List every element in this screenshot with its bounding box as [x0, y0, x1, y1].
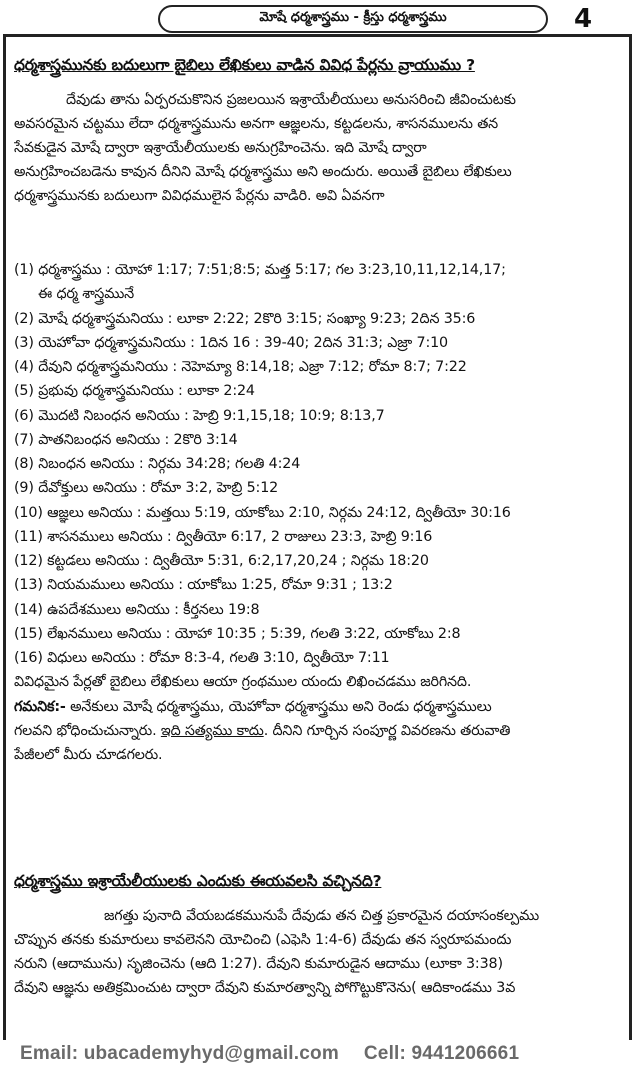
para-line: సేవకుడైన మోషే ద్వారా ఇశ్రాయేలీయులకు అనుగ్రహించెను. ఇది మోషే ద్వారా [14, 140, 427, 156]
note-line: పేజీలలో మీరు చూడగలరు. [14, 747, 163, 763]
note-line [14, 695, 619, 719]
list-item: (9) దేవోక్తులు అనియు : రోమా 3:2, హెబ్రి 5:12 [14, 480, 279, 497]
list-item: (2) మోషే ధర్మశాస్త్రమనియు : లూకా 2:22; 2కొరి 3:15; సంఖ్యా 9:23; 2దిన 35:6 [14, 310, 476, 327]
para-line: జగత్తు పునాది వేయబడకమునుపే దేవుడు తన చిత్త ప్రకారమైన దయాసంకల్పము [104, 908, 539, 924]
list-item: (12) కట్టడలు అనియు : ద్వితీయో 5:31, 6:2,17,20,24 ; నిర్గమ 18:20 [14, 553, 429, 569]
section-heading-names: ధర్మశాస్త్రమునకు బదులుగా బైబిలు లేఖికులు వాడిన వివిధ పేర్లను వ్రాయుము ? [14, 56, 475, 74]
note-label: గమనిక:- [14, 698, 66, 715]
list-item: (6) మొదటి నిబంధన అనియు : హెబ్రి 9:1,15,18; 10:9; 8:13,7 [14, 407, 385, 424]
list-item: (14) ఉపదేశములు అనియు : కీర్తనలు 19:8 [14, 601, 260, 618]
note-line [14, 719, 619, 743]
para-line: నరుని (ఆదామును) సృజించెను (ఆది 1:27). దేవుని కుమారుడైన ఆదాము (లూకా 3:38) [14, 956, 503, 972]
contact-footer [20, 1043, 620, 1065]
list-item: (11) శాసనములు అనియు : ద్వితీయో 6:17, 2 రాజులు 23:3, హెబ్రి 9:16 [14, 528, 433, 545]
footer-cell: Cell: 9441206661 [363, 1043, 520, 1064]
page-title: మోషే ధర్మశాస్త్రము - క్రీస్తు ధర్మశాస్త్రము [158, 5, 548, 33]
list-item: (1) ధర్మశాస్త్రము : యోహా 1:17; 7:51;8:5; మత్త 5:17; గల 3:23,10,11,12,14,17; [14, 262, 506, 278]
list-item: (16) విధులు అనియు : రోమా 8:3-4, గలతి 3:10, ద్వితీయో 7:11 [14, 650, 390, 666]
list-item: (15) లేఖనములు అనియు : యోహా 10:35 ; 5:39, గలతి 3:22, యాకోబు 2:8 [14, 625, 461, 642]
list-item: ఈ ధర్మ శాస్త్రమునే [38, 286, 135, 303]
note-text: గలవని భోధించుచున్నారు. [14, 722, 161, 739]
after-list-text: వివిధమైన పేర్లతో బైబిలు లేఖికులు ఆయా గ్రంథముల యందు లిఖించడము జరిగినది. [14, 674, 472, 691]
section-heading-why: ధర్మశాస్త్రము ఇశ్రాయేలీయులకు ఎందుకు ఈయవలసి వచ్చినది? [14, 872, 382, 890]
list-item: (7) పాతనిబంధన అనియు : 2కొరి 3:14 [14, 431, 238, 448]
why-paragraph [14, 904, 616, 1000]
para-line: అవసరమైన చట్టము లేదా ధర్మశాస్త్రమును అనగా ఆజ్ఞలను, కట్టడలను, శాసనములను తన [14, 116, 499, 132]
list-item: (5) ప్రభువు ధర్మశాస్త్రమనియు : లూకా 2:24 [14, 383, 255, 400]
list-item: (3) యెహోవా ధర్మశాస్త్రమనియు : 1దిన 16 : 39-40; 2దిన 31:3; ఎజ్రా 7:10 [14, 334, 449, 351]
list-item: (13) నియమములు అనియు : యాకోబు 1:25, రోమా 9:31 ; 13:2 [14, 577, 393, 594]
para-line: దేవుని ఆజ్ఞను అతిక్రమించుట ద్వారా దేవుని కుమారత్వాన్ని పోగొట్టుకొనెను( ఆదికాండము 3వ [14, 980, 516, 996]
para-line: అనుగ్రహించబడెను కావున దీనిని మోషే ధర్మశాస్త్రము అని అందురు. అయితే బైబిలు లేఖికులు [14, 164, 512, 180]
para-line: ధర్మశాస్త్రమునకు బదులుగా వివిధములైన పేర్లను వాడిరి. అవి ఏవనగా [14, 188, 385, 204]
list-item: (4) దేవుని ధర్మశాస్త్రమనియు : నెహెమ్యా 8:14,18; ఎజ్రా 7:12; రోమా 8:7; 7:22 [14, 359, 467, 375]
page-number: 4 [574, 4, 593, 34]
names-list [14, 258, 619, 767]
intro-paragraph [14, 88, 616, 208]
note-text: అనేకులు మోషే ధర్మశాస్త్రము, యెహోవా ధర్మశాస్త్రము అని రెండు ధర్మశాస్త్రములు [65, 698, 492, 715]
para-line: దేవుడు తాను ఏర్పరచుకొనిన ప్రజలయిన ఇశ్రాయేలీయులు అనుసరించి జీవించుటకు [66, 92, 516, 108]
note-emphasis: ఇది సత్యము కాదు [160, 722, 264, 739]
list-item: (8) నిబంధన అనియు : నిర్గమ 34:28; గలతి 4:24 [14, 456, 301, 472]
list-item: (10) ఆజ్ఞలు అనియు : మత్తయి 5:19, యాకోబు 2:10, నిర్గమ 24:12, ద్వితీయో 30:16 [14, 504, 511, 521]
footer-email: Email: ubacademyhyd@gmail.com [20, 1043, 339, 1064]
note-text: . దీనిని గూర్చిన సంపూర్ణ వివరణను తరువాతి [263, 722, 511, 739]
para-line: చొప్పున తనకు కుమారులు కావలెనని యోచించి (ఎఫెసి 1:4-6) దేవుడు తన స్వరూపమందు [14, 932, 512, 948]
